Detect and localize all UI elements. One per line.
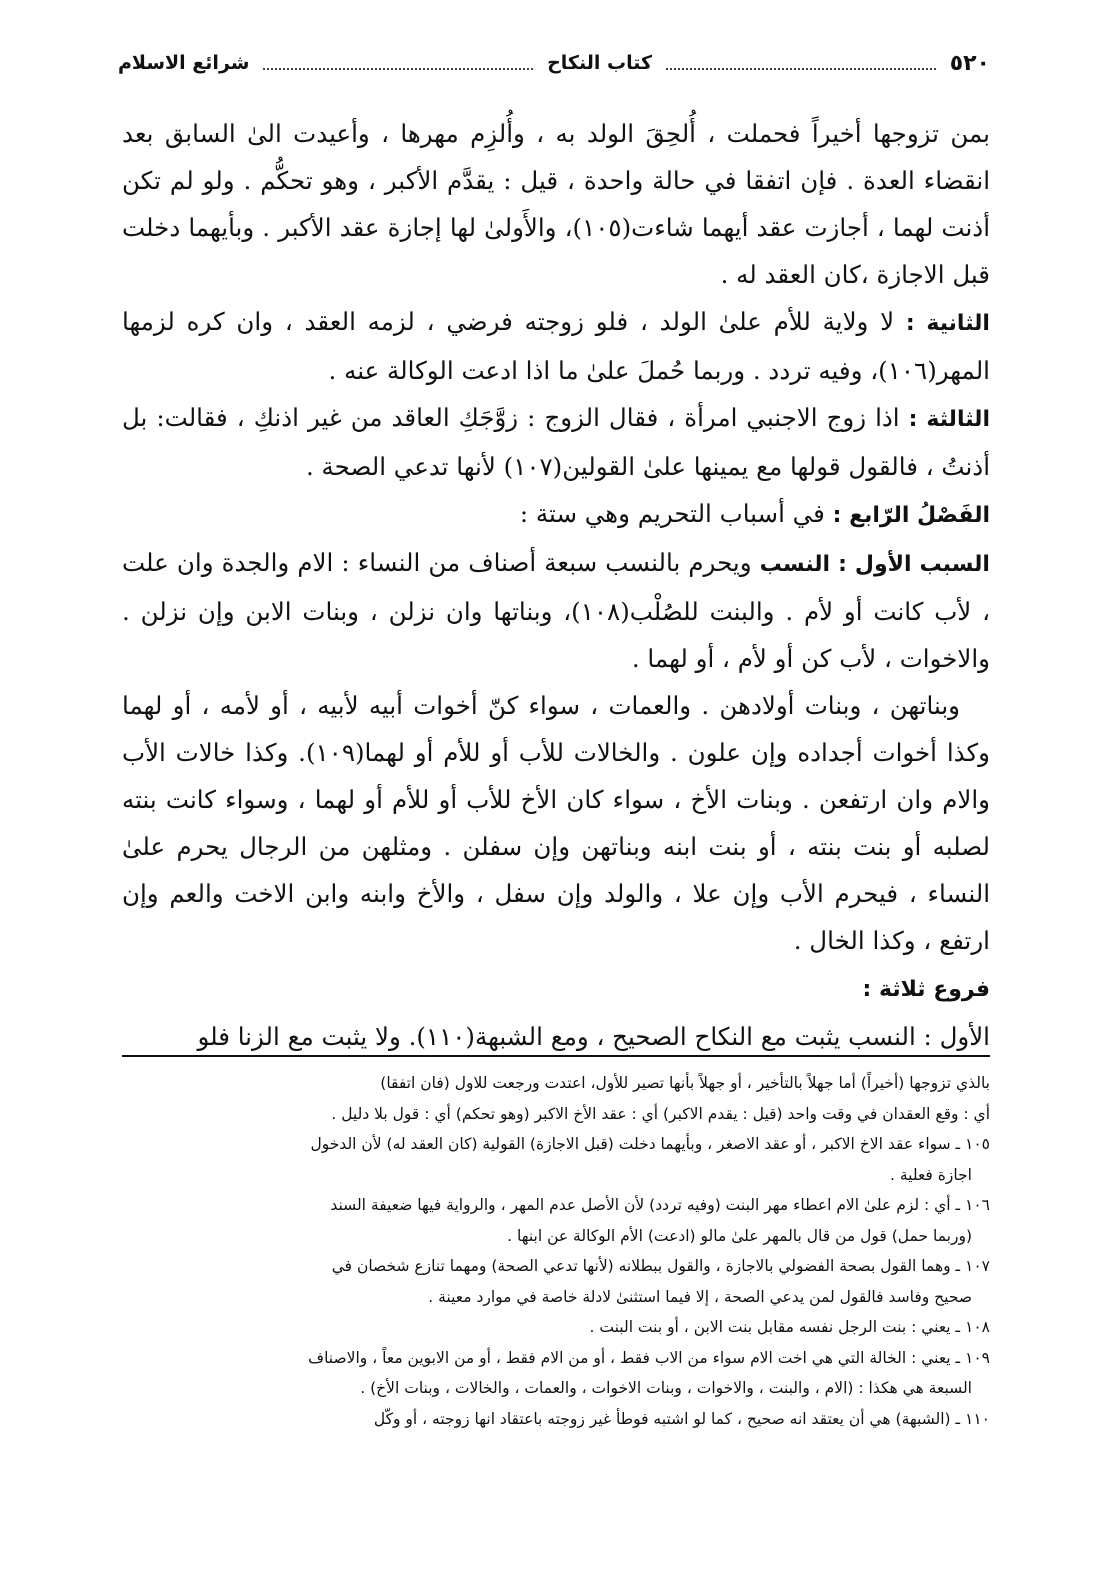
book-title: شرائع الاسلام — [118, 52, 250, 74]
footnotes — [122, 1068, 990, 1434]
paragraph: بمن تزوجها أخيراً فحملت ، أُلحِقَ الولد به ، وأُلزِم مهرها ، وأعيدت الىٰ السابق بعد انقضاء العدة . فإن اتفقا في حالة واحدة ، قيل : يقدَّم الأكبر ، وهو تحكُّم . ولو لم تكن أذنت لهما ، أجازت عقد أيهما شاءت(١٠٥)، والأَولىٰ لها إجازة عقد الأكبر . وبأيهما دخلت قبل الاجازة ،كان العقد له . — [122, 119, 991, 289]
footnote-line: ١٠٥ ـ سواء عقد الاخ الاكبر ، أو عقد الاصغر ، وبأيهما دخلت (قبل الاجازة) القولية (كان العقد له) لأن الدخول — [310, 1135, 990, 1153]
paragraph-text: ويحرم بالنسب سبعة أصناف من النساء : الام والجدة وان علت ، لأب كانت أو لأم . والبنت للصُلْب(١٠٨)، وبناتها وان نزلن ، وبنات الابن وإن نزلن . والاخوات ، لأب كن أو لأم ، أو لهما . — [122, 548, 991, 673]
paragraph: الأول : النسب يثبت مع النكاح الصحيح ، ومع الشبهة(١١٠). ولا يثبت مع الزنا فلو — [197, 1022, 990, 1051]
section-heading — [122, 490, 990, 539]
paragraph-text: في أسباب التحريم وهي ستة : — [519, 499, 833, 528]
paragraph — [122, 539, 990, 682]
heading-inline: السبب الأول : النسب — [759, 552, 990, 577]
footnote-separator — [122, 1055, 990, 1057]
heading-inline: الثانية : — [905, 311, 990, 336]
footnote-line: ١٠٩ ـ يعني : الخالة التي هي اخت الام سواء من الاب فقط ، أو من الام فقط ، أو من الابوين معاً ، والاصناف — [308, 1348, 990, 1367]
header-leader-dots — [666, 68, 936, 70]
main-text — [122, 110, 990, 1060]
footnote-line: صحيح وفاسد فالقول لمن يدعي الصحة ، إلا فيما استثنىٰ لادلة خاصة في موارد معينة . — [428, 1287, 972, 1306]
footnote-line: أي : وقع العقدان في وقت واحد (قيل : يقدم الاكبر) أي : عقد الأخ الاكبر (وهو تحكم) أي : قول بلا دليل . — [331, 1104, 990, 1123]
footnote-line: اجازة فعلية . — [889, 1165, 972, 1184]
footnote-line: السبعة هي هكذا : (الام ، والبنت ، والاخوات ، وبنات الاخوات ، والعمات ، والخالات ، وبنات الأخ) . — [360, 1379, 972, 1397]
paragraph-text: اذا زوج الاجنبي امرأة ، فقال الزوج : زوَّجَكِ العاقد من غير اذنكِ ، فقالت: بل أذنتُ ، فالقول قولها مع يمينها علىٰ القولين(١٠٧) لأنها تدعي الصحة . — [122, 403, 990, 481]
header-leader-dots — [263, 68, 533, 70]
paragraph — [122, 394, 990, 490]
page-number: ٥٢٠ — [949, 50, 990, 76]
heading-inline: فروع ثلاثة : — [862, 977, 990, 1002]
paragraph — [122, 298, 990, 394]
page-header — [118, 46, 990, 80]
heading-inline: الفَصْلُ الرّابع : — [832, 503, 990, 528]
paragraph: وبناتهن ، وبنات أولادهن . والعمات ، سواء كنّ أخوات أبيه لأبيه ، أو لأمه ، أو لهما وكذا أخوات أجداده وإن علون . والخالات للأب أو للأم أو لهما(١٠٩). وكذا خالات الأب والام وان ارتفعن . وبنات الأخ ، سواء كان الأخ للأب أو للأم أو لهما ، وسواء كانت بنته لصلبه أو بنت بنته ، أو بنت ابنه وبناتهن وإن سفلن . ومثلهن من الرجال يحرم علىٰ النساء ، فيحرم الأب وإن علا ، والولد وإن سفل ، والأخ وابنه وابن الاخت والعم وإن ارتفع ، وكذا الخال . — [122, 691, 990, 955]
heading-inline: الثالثة : — [908, 407, 990, 432]
chapter-title: كتاب النكاح — [547, 52, 653, 74]
footnote-line: (وربما حمل) قول من قال بالمهر علىٰ مالو (ادعت) الأم الوكالة عن ابنها . — [507, 1226, 972, 1245]
subheading — [122, 964, 990, 1013]
paragraph-text: لا ولاية للأم علىٰ الولد ، فلو زوجته فرضي ، لزمه العقد ، وان كره لزمها المهر(١٠٦)، وفيه تردد . وربما حُملَ علىٰ ما اذا ادعت الوكالة عنه . — [122, 307, 990, 385]
footnote-line: بالذي تزوجها (أخيراً) أما جهلاً بالتأخير ، أو جهلاً بأنها تصير للأول، اعتدت ورجعت للاول (فان اتفقا) — [380, 1074, 990, 1092]
footnote-line: ١٠٨ ـ يعني : بنت الرجل نفسه مقابل بنت الابن ، أو بنت البنت . — [589, 1318, 990, 1336]
footnote-line: ١١٠ ـ (الشبهة) هي أن يعتقد انه صحيح ، كما لو اشتبه فوطأ غير زوجته باعتقاد انها زوجته ، أو وكّل — [373, 1409, 990, 1428]
footnote-line: ١٠٦ ـ أي : لزم علىٰ الام اعطاء مهر البنت (وفيه تردد) لأن الأصل عدم المهر ، والرواية فيها ضعيفة السند — [330, 1196, 990, 1214]
footnote-line: ١٠٧ ـ وهما القول بصحة الفضولي بالاجازة ، والقول ببطلانه (لأنها تدعي الصحة) ومهما تنازع شخصان في — [331, 1257, 990, 1275]
